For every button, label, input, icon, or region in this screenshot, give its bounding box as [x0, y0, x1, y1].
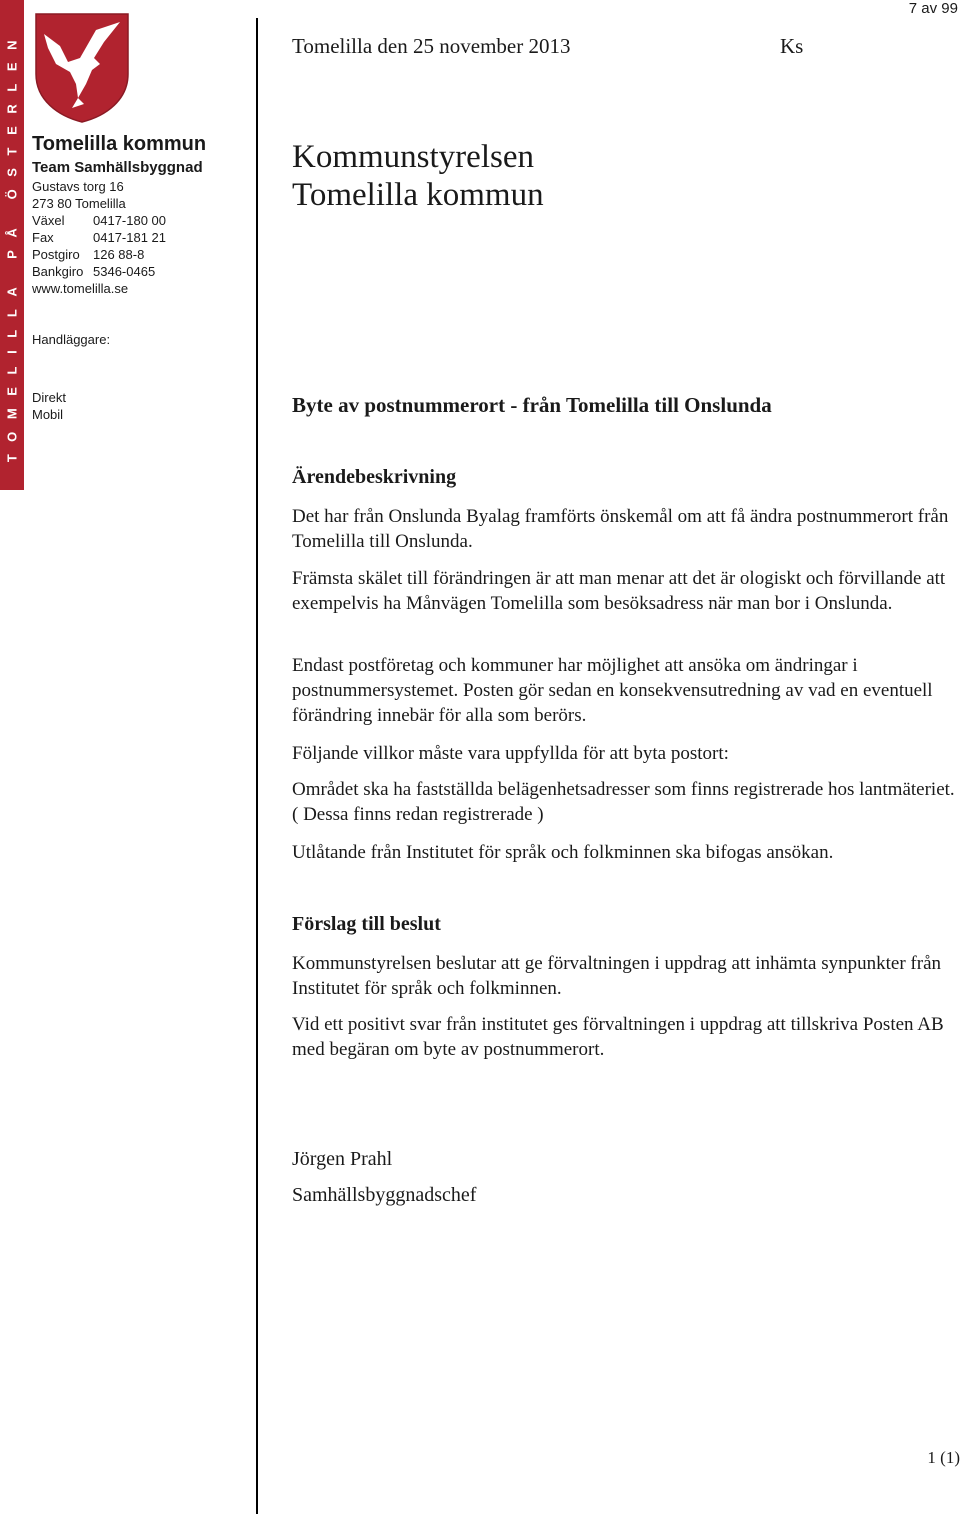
- contact-value: 5346-0465: [93, 264, 156, 279]
- description-paragraph: Utlåtande från Institutet för språk och folkminnen ska bifogas ansökan.: [292, 842, 834, 863]
- contact-row: [32, 263, 206, 280]
- street-address: Gustavs torg 16: [32, 179, 124, 194]
- contact-label: Bankgiro: [32, 264, 84, 279]
- signer-name: Jörgen Prahl: [292, 1148, 393, 1170]
- description-paragraph: Följande villkor måste vara uppfyllda för att byta postort:: [292, 743, 729, 764]
- contact-value: 126 88-8: [93, 247, 145, 262]
- description-paragraph: Området ska ha fastställda belägenhetsadresser som finns registrerade hos lantmäteriet. ( Dessa finns redan registrerade ): [292, 779, 955, 825]
- signer-title: Samhällsbyggnadschef: [292, 1184, 477, 1206]
- contact-label: Växel: [32, 213, 65, 228]
- proposal-paragraph: Vid ett positivt svar från institutet ges förvaltningen i uppdrag att tillskriva Posten AB med begäran om byte av postnummerort.: [292, 1014, 944, 1060]
- reference-code: Ks: [780, 34, 804, 58]
- red-kite-crest-icon: [34, 12, 130, 124]
- description-paragraph: Främsta skälet till förändringen är att man menar att det är ologiskt och förvillande att exempelvis ha Månvägen Tomelilla som besöksadress när man bor i Onslunda.: [292, 568, 946, 614]
- postal-address: 273 80 Tomelilla: [32, 196, 126, 211]
- contact-row: [32, 246, 206, 263]
- contact-row: [32, 212, 206, 229]
- org-name: Tomelilla kommun: [32, 133, 207, 155]
- contact-label: Postgiro: [32, 247, 80, 262]
- page-number: 1 (1): [927, 1448, 960, 1467]
- recipient-line: Kommunstyrelsen: [292, 139, 534, 175]
- direct-label: Direkt: [32, 390, 66, 405]
- contact-row: [32, 229, 206, 246]
- team-name: Team Samhällsbyggnad: [32, 159, 203, 176]
- handler-label: Handläggare:: [32, 332, 111, 347]
- description-heading: Ärendebeskrivning: [292, 466, 457, 488]
- sender-block: [32, 133, 206, 297]
- subject-heading: Byte av postnummerort - från Tomelilla till Onslunda: [292, 393, 772, 417]
- proposal-paragraph: Kommunstyrelsen beslutar att ge förvaltningen i uppdrag att inhämta synpunkter från Institutet för språk och folkminnen.: [292, 953, 941, 999]
- date-line: Tomelilla den 25 november 2013: [292, 34, 571, 58]
- recipient-block: [292, 138, 544, 214]
- proposal-heading: Förslag till beslut: [292, 913, 441, 935]
- page-counter: 7 av 99: [908, 0, 958, 17]
- recipient-line: Tomelilla kommun: [292, 177, 544, 213]
- description-paragraph: Endast postföretag och kommuner har möjlighet att ansöka om ändringar i postnummersystemet. Posten gör sedan en konsekvensutredning av vad en eventuell förändring innebär för alla som berörs.: [292, 655, 933, 726]
- contact-value: 0417-180 00: [93, 213, 167, 228]
- column-divider: [256, 18, 258, 1514]
- contact-labels: [32, 389, 66, 423]
- mobile-label: Mobil: [32, 407, 64, 422]
- website-link[interactable]: www.tomelilla.se: [32, 281, 129, 296]
- side-brand-strip: [0, 0, 24, 490]
- contact-value: 0417-181 21: [93, 230, 167, 245]
- side-strip-text: TOMELILLA PÅ ÖSTERLEN: [4, 27, 20, 463]
- contact-label: Fax: [32, 230, 54, 245]
- description-paragraph: Det har från Onslunda Byalag framförts önskemål om att få ändra postnummerort från Tomelilla till Onslunda.: [292, 506, 949, 552]
